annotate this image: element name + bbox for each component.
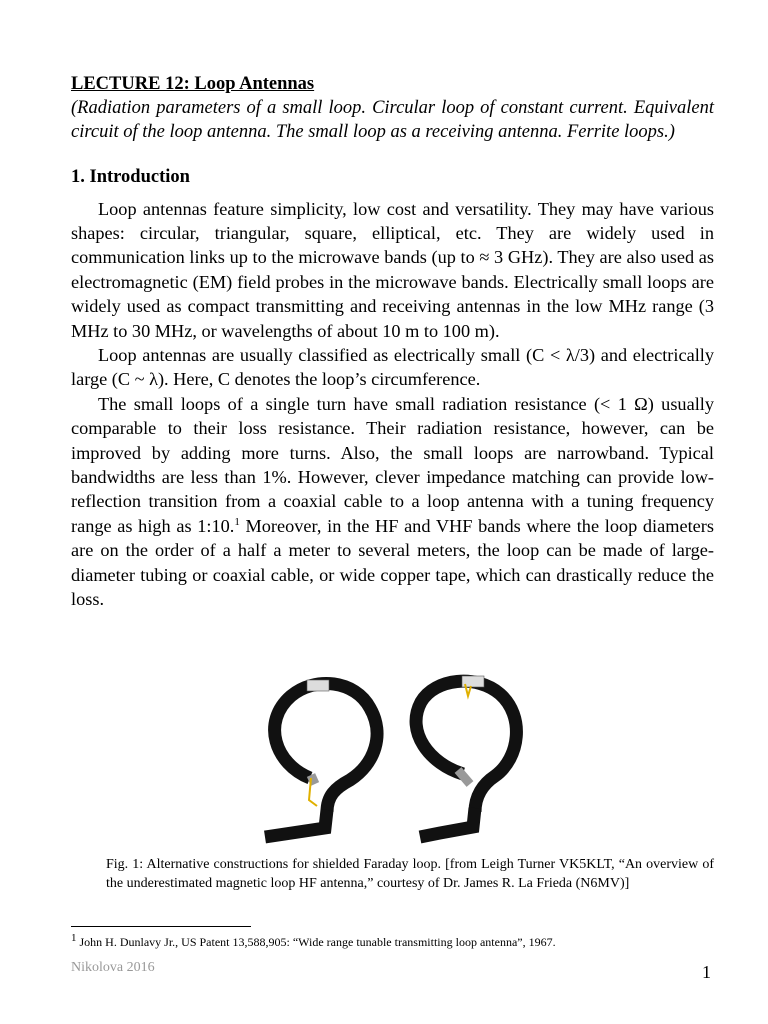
footnote-text: John H. Dunlavy Jr., US Patent 13,588,905: “Wide range tunable transmitting loop antenna”, 1967. [76, 935, 556, 949]
loop-antenna-figure [255, 672, 535, 852]
paragraph-3-text-cont: Moreover, in the HF and VHF bands where the loop diameters are on the order of a half a meter to several meters, the loop can be made of large-diameter tubing or coaxial cable, or wide copper tape, which can drastically reduce the loss. [71, 515, 714, 610]
lecture-subtitle: (Radiation parameters of a small loop. Circular loop of constant current. Equivalent circuit of the loop antenna. The small loop as a receiving antenna. Ferrite loops.) [71, 98, 714, 143]
paragraph-1: Loop antennas feature simplicity, low cost and versatility. They may have various shapes: circular, triangular, square, elliptical, etc. They are widely used in communication links up to the microwave bands (up to ≈ 3 GHz). They are also used as electromagnetic (EM) field probes in the microwave bands. Electrically small loops are widely used as compact transmitting and receiving antennas in the low MHz range (3 MHz to 30 MHz, or wavelengths of about 10 m to 100 m). [71, 198, 714, 341]
left-loop [265, 680, 377, 837]
section-number: 1. [71, 166, 85, 187]
footnote-divider [71, 926, 251, 927]
paragraph-3 [71, 392, 714, 612]
paragraph-2: Loop antennas are usually classified as electrically small (C < λ/3) and electrically large (C ~ λ). Here, C denotes the loop’s circumference. [71, 345, 714, 390]
page-number: 1 [702, 962, 711, 982]
faraday-loops-illustration [255, 672, 535, 852]
lecture-title: LECTURE 12: Loop Antennas [71, 74, 315, 94]
footnote-marker: 1 [71, 932, 77, 944]
page-content [71, 72, 714, 612]
figure-caption: Fig. 1: Alternative constructions for shielded Faraday loop. [from Leigh Turner VK5KLT, “An overview of the underestimated magnetic loop HF antenna,” courtesy of Dr. James R. La Frieda (N6MV)] [106, 857, 714, 891]
footer-author: Nikolova 2016 [71, 960, 155, 975]
footnote-ref: 1 [234, 515, 240, 528]
section-heading [71, 165, 714, 189]
paragraph-3-text: The small loops of a single turn have small radiation resistance (< 1 Ω) usually comparable to their loss resistance. Their radiation resistance, however, can be improved by adding more turns. Also, the small loops are narrowband. Typical bandwidths are less than 1%. However, clever impedance matching can provide low-reflection transition from a coaxial cable to a loop antenna with a tuning frequency range as high as 1:10. [71, 393, 714, 536]
right-loop [416, 676, 516, 837]
footnote [71, 934, 714, 950]
section-title: Introduction [89, 166, 190, 187]
